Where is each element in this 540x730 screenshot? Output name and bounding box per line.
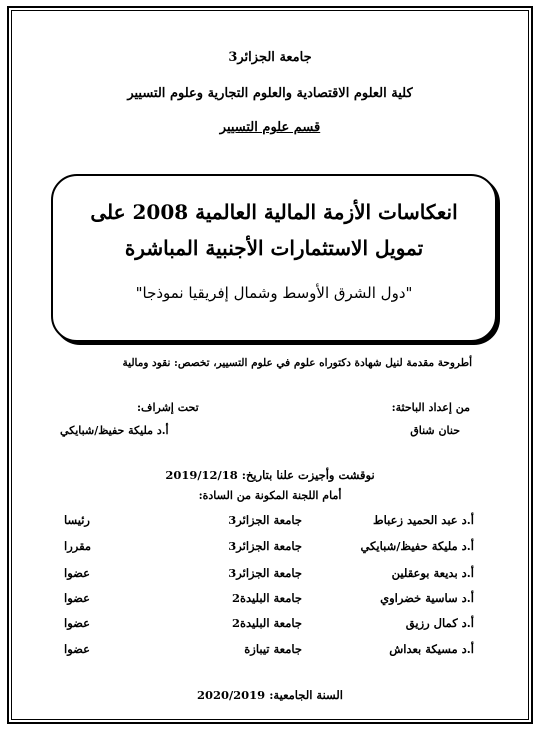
- title-box: [51, 174, 497, 342]
- jury-member-university: جامعة الجزائر3: [228, 566, 302, 580]
- jury-row: [0, 642, 540, 662]
- academic-year: السنة الجامعية: 2020/2019: [196, 688, 344, 702]
- university-name: جامعة الجزائر3: [228, 50, 312, 65]
- title-subtitle: "دول الشرق الأوسط وشمال إفريقيا نموذجا": [135, 284, 413, 302]
- jury-member-role: عضوا: [64, 616, 90, 630]
- jury-member-name: أ.د مسيكة بعداش: [389, 642, 474, 656]
- jury-row: [0, 591, 540, 611]
- committee-label: أمام اللجنة المكونة من السادة:: [198, 489, 342, 502]
- jury-member-university: جامعة الجزائر3: [228, 539, 302, 553]
- jury-member-name: أ.د عبد الحميد زعباط: [372, 513, 474, 527]
- jury-row: [0, 616, 540, 636]
- jury-member-role: مقررا: [64, 539, 92, 553]
- jury-member-name: أ.د مليكة حفيظ/شبايكي: [360, 539, 474, 553]
- jury-member-name: أ.د بديعة بوعقلين: [391, 566, 474, 580]
- jury-member-role: عضوا: [64, 566, 90, 580]
- prepared-by-label: من إعداد الباحثة:: [391, 401, 470, 414]
- faculty-name: كلية العلوم الاقتصادية والعلوم التجارية وعلوم التسيير: [127, 86, 413, 101]
- jury-member-university: جامعة البليدة2: [231, 591, 302, 605]
- supervisor-label: تحت إشراف:: [137, 401, 199, 414]
- jury-row: [0, 513, 540, 533]
- department-name: قسم علوم التسيير: [219, 120, 321, 135]
- thesis-statement: أطروحة مقدمة لنيل شهادة دكتوراه علوم في علوم التسيير، تخصص: نقود ومالية: [122, 357, 472, 369]
- defense-date: نوقشت وأجيزت علنا بتاريخ: 2019/12/18: [165, 468, 375, 482]
- jury-member-role: عضوا: [64, 642, 90, 656]
- jury-member-name: أ.د ساسية خضراوي: [380, 591, 474, 605]
- jury-member-university: جامعة تيبازة: [244, 642, 302, 656]
- jury-member-name: أ.د كمال رزيق: [405, 616, 474, 630]
- jury-member-university: جامعة الجزائر3: [228, 513, 302, 527]
- jury-member-university: جامعة البليدة2: [231, 616, 302, 630]
- jury-member-role: رئيسا: [64, 513, 90, 527]
- title-line-1: انعكاسات الأزمة المالية العالمية 2008 على: [90, 200, 458, 224]
- title-line-2: تمويل الاستثمارات الأجنبية المباشرة: [124, 236, 424, 260]
- jury-member-role: عضوا: [64, 591, 90, 605]
- jury-row: [0, 566, 540, 586]
- supervisor-name: أ.د مليكة حفيظ/شبايكي: [60, 424, 169, 437]
- jury-row: [0, 539, 540, 559]
- prepared-by-name: حنان شناق: [410, 424, 460, 437]
